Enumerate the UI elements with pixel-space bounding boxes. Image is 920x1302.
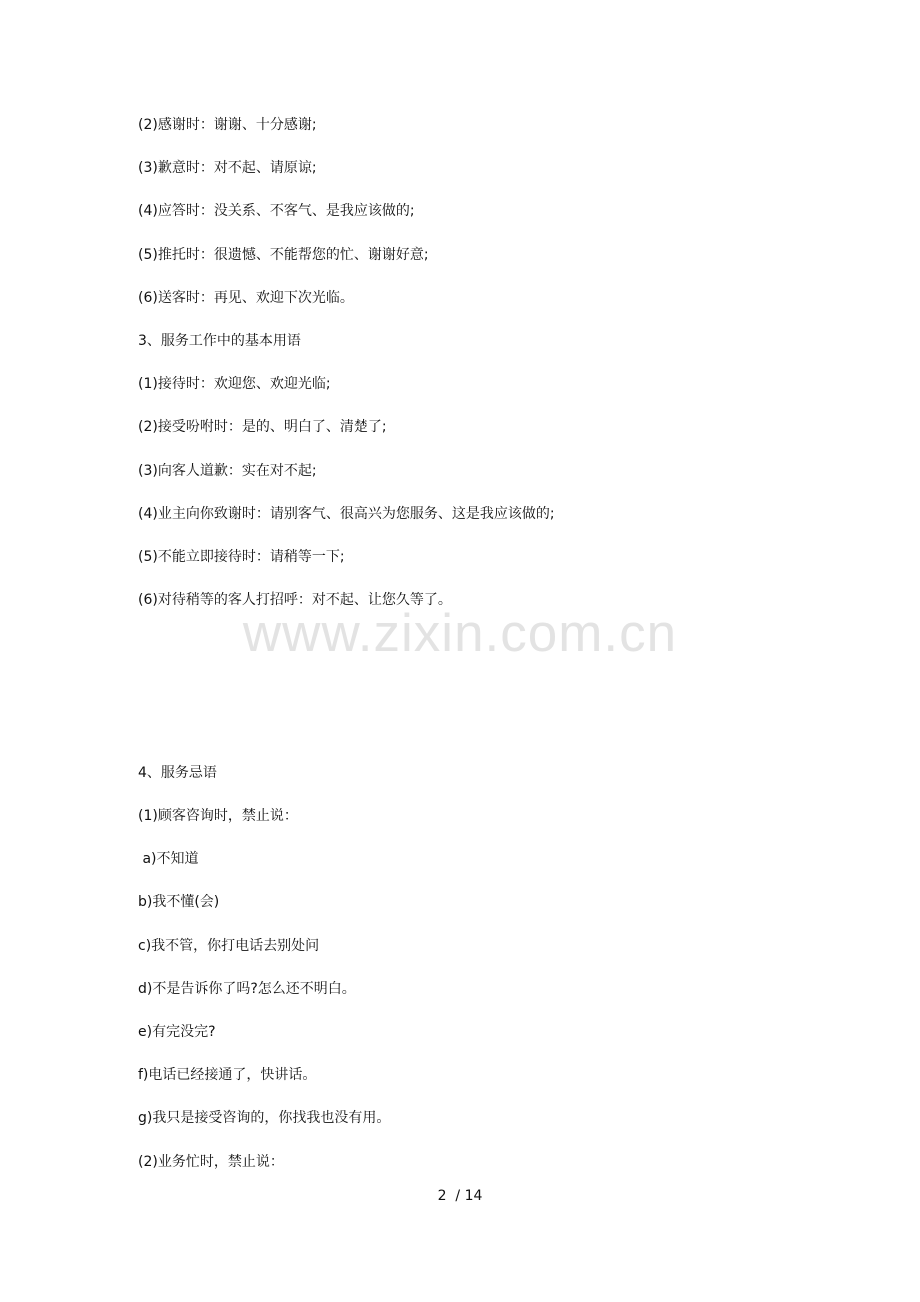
text-line: (1)顾客咨询时，禁止说：	[138, 808, 298, 824]
text-line: (4)业主向你致谢时：请别客气、很高兴为您服务、这是我应该做的;	[138, 506, 555, 522]
section-heading: 4、服务忌语	[138, 765, 217, 781]
list-item: a)不知道	[138, 851, 199, 867]
text-line: (3)歉意时：对不起、请原谅;	[138, 160, 317, 176]
text-line: (6)对待稍等的客人打招呼：对不起、让您久等了。	[138, 592, 452, 608]
list-item: d)不是告诉你了吗?怎么还不明白。	[138, 981, 356, 997]
list-item: g)我只是接受咨询的，你找我也没有用。	[138, 1110, 391, 1126]
text-line: (6)送客时：再见、欢迎下次光临。	[138, 290, 354, 306]
text-line: (3)向客人道歉：实在对不起;	[138, 463, 317, 479]
text-line: (4)应答时：没关系、不客气、是我应该做的;	[138, 203, 415, 219]
list-item: c)我不管，你打电话去别处问	[138, 938, 320, 954]
list-item: b)我不懂(会)	[138, 894, 220, 910]
list-item: f)电话已经接通了，快讲话。	[138, 1067, 317, 1083]
text-line: (2)感谢时：谢谢、十分感谢;	[138, 117, 317, 133]
text-line: (1)接待时：欢迎您、欢迎光临;	[138, 376, 331, 392]
text-line: (2)业务忙时，禁止说：	[138, 1154, 284, 1170]
text-line: (5)推托时：很遗憾、不能帮您的忙、谢谢好意;	[138, 247, 429, 263]
list-item: e)有完没完?	[138, 1024, 216, 1040]
page-number: 2 / 14	[437, 1188, 483, 1204]
text-line: (5)不能立即接待时：请稍等一下;	[138, 549, 345, 565]
section-heading: 3、服务工作中的基本用语	[138, 333, 301, 349]
watermark: www.zixin.com.cn	[242, 604, 678, 663]
text-line: (2)接受吩咐时：是的、明白了、清楚了;	[138, 419, 387, 435]
